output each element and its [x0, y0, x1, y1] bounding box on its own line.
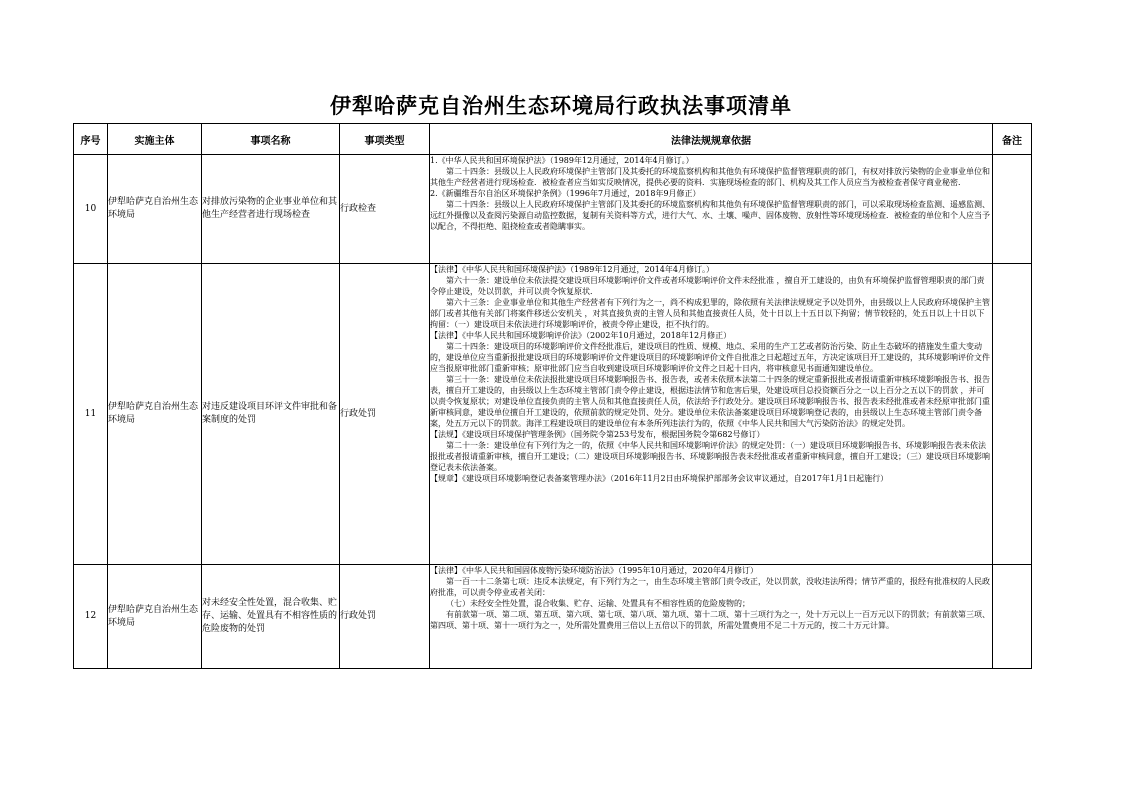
row-legal-basis	[430, 565, 993, 669]
basis-line: 【法律】《中华人民共和国环境保护法》（1989年12月通过，2014年4月修订。）	[430, 265, 714, 274]
enforcement-table	[73, 123, 1032, 669]
table-header-row	[74, 124, 1032, 155]
row-item-name: 对违反建设项目环评文件审批和备案制度的处罚	[202, 264, 340, 565]
basis-line: 2.《新疆维吾尔自治区环境保护条例》（1996年7月通过，2018年9月修正）	[430, 189, 701, 198]
basis-line: 【法律】《中华人民共和国环境影响评价法》（2002年10月通过，2018年12月修正）	[430, 331, 732, 340]
table-row	[74, 264, 1032, 565]
basis-line: 第二十一条：建设单位有下列行为之一的，依照《中华人民共和国环境影响评价法》的规定处罚：（一）建设项目环境影响报告书、环境影响报告表未依法报批或者报请重新审核，擅自开工建设；（二）建设项目环境影响报告书、环境影响报告表未经批准或者重新审核同意，擅自开工建设；（三）建设项目环境影响登记表未依法备案。	[430, 441, 990, 472]
basis-line: 第二十四条：建设项目的环境影响评价文件经批准后，建设项目的性质、规模、地点、采用的生产工艺或者防治污染、防止生态破坏的措施发生重大变动的，建设单位应当重新报批建设项目的环境影响评价文件建设项目的环境影响评价文件自批准之日起超过五年，方决定该项目开工建设的，其环境影响评价文件应当报原审批部门重新审核；原审批部门应当自收到建设项目环境影响评价文件之日起十日内，将审核意见书面通知建设单位。	[430, 342, 990, 373]
row-item-type: 行政处罚	[340, 264, 430, 565]
basis-line: 1.《中华人民共和国环境保护法》（1989年12月通过，2014年4月修订。）	[430, 156, 694, 165]
row-legal-basis	[430, 155, 993, 264]
row-item-type: 行政处罚	[340, 565, 430, 669]
row-number: 12	[74, 565, 108, 669]
header-no: 序号	[74, 124, 108, 155]
header-type: 事项类型	[340, 124, 430, 155]
row-item-name: 对未经安全性处置，混合收集、贮存、运输、处置具有不相容性质的危险废物的处罚	[202, 565, 340, 669]
basis-line: 第一百一十二条第七项：违反本法规定，有下列行为之一，由生态环境主管部门责令改正，处以罚款，没收违法所得；情节严重的，报经有批准权的人民政府批准，可以责令停业或者关闭：	[430, 577, 990, 597]
row-subject: 伊犁哈萨克自治州生态环境局	[108, 565, 202, 669]
row-note	[993, 565, 1032, 669]
basis-line: 【法律】《中华人民共和国固体废物污染环境防治法》（1995年10月通过，2020年4月修订）	[430, 566, 758, 575]
row-number: 10	[74, 155, 108, 264]
row-subject: 伊犁哈萨克自治州生态环境局	[108, 264, 202, 565]
table-row	[74, 155, 1032, 264]
basis-line: 有前款第一项、第二项、第五项、第六项、第七项、第八项、第九项、第十二项、第十三项行为之一，处十万元以上一百万元以下的罚款；有前款第三项、第四项、第十项、第十一项行为之一，处所需处置费用三倍以上五倍以下的罚款，所需处置费用不足二十万元的，按二十万元计算。	[430, 610, 990, 630]
row-legal-basis	[430, 264, 993, 565]
basis-line: 第三十一条：建设单位未依法报批建设项目环境影响报告书、报告表，或者未依照本法第二十四条的规定重新报批或者报请重新审核环境影响报告书、报告表，擅自开工建设的，由县级以上生态环境主管部门责令停止建设，根据违法情节和危害后果，处建设项目总投资额百分之一以上百分之五以下的罚款 ，并可以责令恢复原状；对建设单位直接负责的主管人员和其他直接责任人员，依法给予行政处分。建设项目环境影响报告书、报告表未经批准或者未经原审批部门重新审核同意，建设单位擅自开工建设的，依照前款的规定处罚、处分。建设单位未依法备案建设项目环境影响登记表的，由县级以上生态环境主管部门责令备案，处五万元以下的罚款。海洋工程建设项目的建设单位有本条所列违法行为的，依照《中华人民共和国大气污染防治法》的规定处罚。	[430, 375, 990, 428]
basis-line: 第六十三条：企业事业单位和其他生产经营者有下列行为之一，尚不构成犯罪的，除依照有关法律法规规定予以处罚外，由县级以上人民政府环境保护主管部门或者其他有关部门将案件移送公安机关 ，对其直接负责的主管人员和其他直接责任人员，处十日以上十五日以下拘留；情节较轻的，处五日以上十日以下拘留：（一）建设项目未依法进行环境影响评价，被责令停止建设，拒不执行的。	[430, 298, 990, 329]
basis-line: 第二十四条：县级以上人民政府环境保护主管部门及其委托的环境监察机构和其他负有环境保护监督管理职责的部门，可以采取现场检查监测、遥感监测、远红外摄像以及查阅污染源自动监控数据，复制有关资料等方式，进行大气、水、土壤、噪声、固体废物、放射性等环境现场检查．被检查的单位和个人应当予以配合，不得拒绝、阻挠检查或者隐瞒事实。	[430, 200, 990, 231]
table-row	[74, 565, 1032, 669]
basis-line: 第二十四条：县级以上人民政府环境保护主管部门及其委托的环境监察机构和其他负有环境保护监督管理职责的部门，有权对排放污染物的企业事业单位和其他生产经营者进行现场检查．被检查者应当如实反映情况，提供必要的资料．实施现场检查的部门、机构及其工作人员应当为被检查者保守商业秘密．	[430, 167, 990, 187]
row-item-type: 行政检查	[340, 155, 430, 264]
header-subject: 实施主体	[108, 124, 202, 155]
page-title: 伊犁哈萨克自治州生态环境局行政执法事项清单	[330, 93, 792, 118]
row-number: 11	[74, 264, 108, 565]
row-item-name: 对排放污染物的企业事业单位和其他生产经营者进行现场检查	[202, 155, 340, 264]
header-basis: 法律法规规章依据	[430, 124, 993, 155]
basis-line: 【规章】《建设项目环境影响登记表备案管理办法》（2016年11月2日由环境保护部部务会议审议通过，自2017年1月1日起施行）	[430, 474, 889, 483]
basis-line: 第六十一条：建设单位未依法提交建设项目环境影响评价文件或者环境影响评价文件未经批准 ，擅自开工建设的，由负有环境保护监督管理职责的部门责令停止建设，处以罚款，并可以责令恢复原状．	[430, 276, 985, 296]
row-subject: 伊犁哈萨克自治州生态环境局	[108, 155, 202, 264]
header-note: 备注	[993, 124, 1032, 155]
row-note	[993, 155, 1032, 264]
basis-line: 【法规】《建设项目环境保护管理条例》（国务院令第253号发布，根据国务院令第682号修订）	[430, 430, 765, 439]
row-note	[993, 264, 1032, 565]
header-name: 事项名称	[202, 124, 340, 155]
basis-line: （七）未经安全性处置，混合收集、贮存、运输、处置具有不相容性质的危险废物的；	[446, 599, 750, 608]
